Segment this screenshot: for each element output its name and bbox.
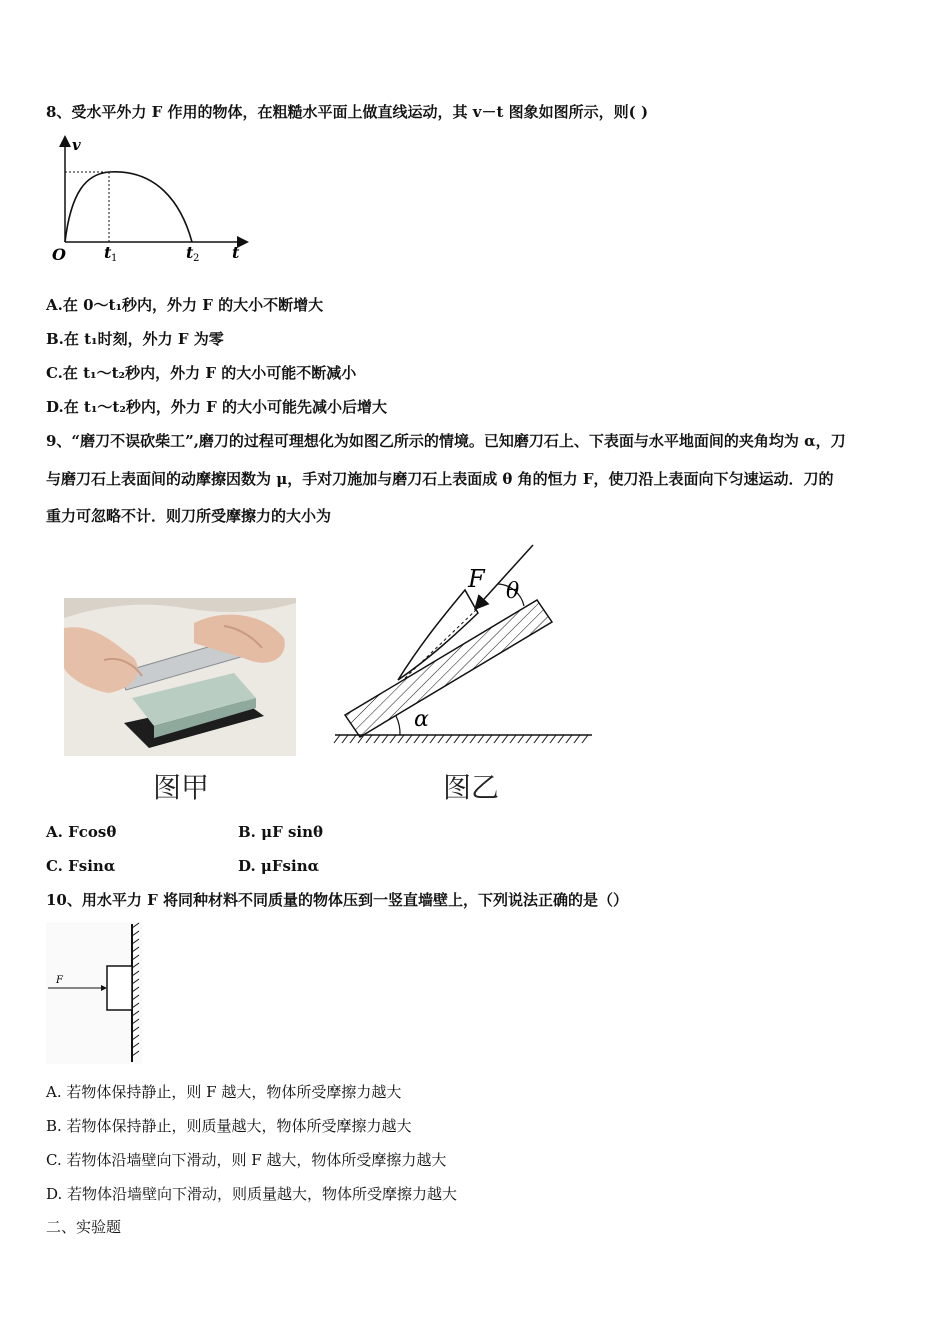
q10-stem: 10、用水平力 F 将同种材料不同质量的物体压到一竖直墙壁上，下列说法正确的是（） (46, 891, 628, 909)
q8-option-d: D.在 t₁～t₂秒内，外力 F 的大小可能先减小后增大 (46, 398, 388, 416)
q9-option-d: D. μFsinα (238, 857, 320, 875)
q10-option-a: A. 若物体保持静止，则 F 越大，物体所受摩擦力越大 (46, 1083, 402, 1101)
ground-hatching (334, 735, 588, 743)
force-f-label: F (468, 565, 485, 593)
q8-stem: 8、受水平外力 F 作用的物体，在粗糙水平面上做直线运动，其 v－t 图象如图所示，则( ) (46, 103, 649, 121)
q9-option-b: B. μF sinθ (238, 823, 324, 841)
q10-option-d: D. 若物体沿墙壁向下滑动，则质量越大，物体所受摩擦力越大 (46, 1185, 458, 1203)
q8-vt-graph (46, 132, 256, 267)
knife-stone-diagram (330, 540, 595, 745)
q8-option-c: C.在 t₁～t₂秒内，外力 F 的大小可能不断减小 (46, 364, 357, 382)
q10-option-c: C. 若物体沿墙壁向下滑动，则 F 越大，物体所受摩擦力越大 (46, 1151, 447, 1169)
q9-stem-line2: 与磨刀石上表面间的动摩擦因数为 μ，手对刀施加与磨刀石上表面成 θ 角的恒力 F，使刀沿上表面向下匀速运动．刀的 (46, 470, 834, 488)
q9-option-c: C. Fsinα (46, 857, 116, 875)
origin-label: O (52, 245, 66, 264)
q8-option-b: B.在 t₁时刻，外力 F 为零 (46, 330, 224, 348)
force-f-label: F (56, 975, 63, 986)
block (107, 966, 132, 1010)
alpha-label: α (414, 707, 429, 732)
q10-option-b: B. 若物体保持静止，则质量越大，物体所受摩擦力越大 (46, 1117, 412, 1135)
q9-stem-line1: 9、“磨刀不误砍柴工”,磨刀的过程可理想化为如图乙所示的情境。已知磨刀石上、下表面与水平地面间的夹角均为 α，刀 (46, 432, 846, 450)
t-label: t (232, 243, 240, 262)
vt-curve (65, 172, 192, 242)
q8-option-a: A.在 0～t₁秒内，外力 F 的大小不断增大 (46, 296, 324, 314)
t1-sub: 1 (111, 253, 118, 264)
knife-sharpening-photo (64, 598, 296, 756)
wall-block-figure (46, 922, 142, 1064)
v-label: v (72, 136, 81, 154)
q9-stem-line3: 重力可忽略不计．则刀所受摩擦力的大小为 (46, 507, 332, 525)
t2-sub: 2 (193, 253, 200, 264)
section-heading: 二、实验题 (46, 1218, 122, 1236)
figure-a-caption: 图甲 (153, 771, 210, 804)
t1-label: t (104, 243, 112, 262)
q9-option-a: A. Fcosθ (46, 823, 117, 841)
alpha-arc (396, 716, 400, 735)
figure-b-caption: 图乙 (443, 771, 500, 804)
theta-label: θ (506, 579, 520, 604)
t2-label: t (186, 243, 194, 262)
